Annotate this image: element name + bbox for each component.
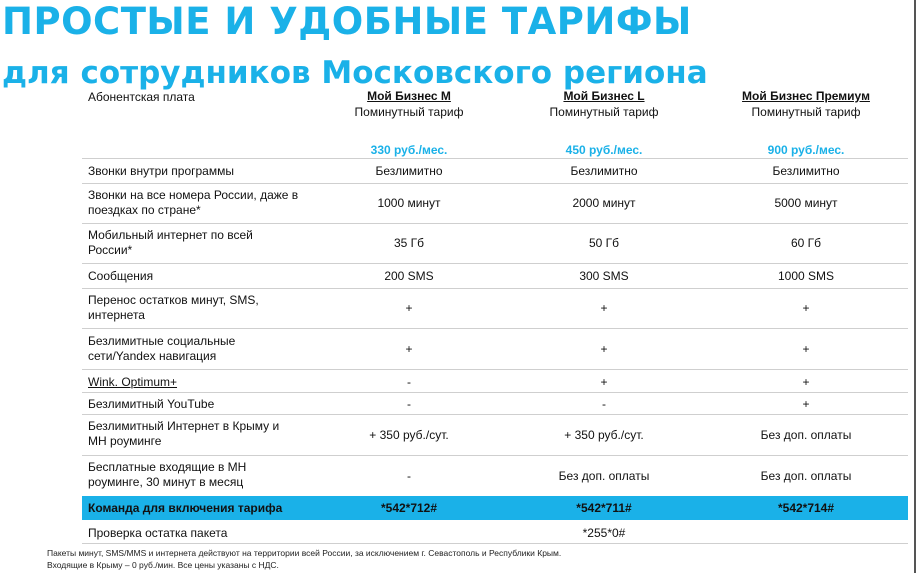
plan-header-m <box>314 88 504 158</box>
table-cell: + <box>802 342 810 356</box>
plan-header-premium <box>704 88 908 158</box>
divider <box>82 288 908 289</box>
table-cell: Безлимитно <box>375 164 443 178</box>
subscription-fee-label: Абонентская плата <box>88 90 195 104</box>
divider <box>82 455 908 456</box>
plan-header-l <box>504 88 704 158</box>
plan-name: Мой Бизнес L <box>563 89 645 103</box>
divider <box>82 223 908 224</box>
footnote: Пакеты минут, SMS/MMS и интернета действуют на территории всей России, за исключением г. Севастополь и Республики Крым. <box>47 548 562 558</box>
table-cell: Безлимитно <box>570 164 638 178</box>
row-label: Звонки на все номера России, даже в поездках по стране* <box>88 188 299 217</box>
divider <box>82 369 908 370</box>
table-cell: 35 Гб <box>393 236 425 250</box>
table-cell: Без доп. оплаты <box>558 469 650 483</box>
table-cell: 60 Гб <box>790 236 822 250</box>
command-label: Команда для включения тарифа <box>88 501 283 515</box>
plan-type: Поминутный тариф <box>549 105 659 119</box>
plan-price: 330 руб./мес. <box>370 143 448 157</box>
table-cell: 1000 минут <box>377 196 441 210</box>
table-cell: 2000 минут <box>572 196 636 210</box>
table-cell: + 350 руб./сут. <box>564 428 644 442</box>
row-label: Перенос остатков минут, SMS, интернета <box>88 293 259 322</box>
row-label: Безлимитный YouTube <box>88 397 215 411</box>
table-cell: 300 SMS <box>579 269 629 283</box>
table-cell: 200 SMS <box>384 269 434 283</box>
command-code: *542*711# <box>576 501 632 515</box>
table-cell: + <box>600 342 608 356</box>
row-label: Безлимитные социальные сети/Yandex навигация <box>88 334 236 363</box>
table-cell: + <box>802 375 810 389</box>
plan-type: Поминутный тариф <box>751 105 861 119</box>
table-cell: 5000 минут <box>774 196 838 210</box>
row-label: Мобильный интернет по всей России* <box>88 228 253 257</box>
plan-type: Поминутный тариф <box>354 105 464 119</box>
page-title: ПРОСТЫЕ И УДОБНЫЕ ТАРИФЫ <box>2 0 692 43</box>
page-subtitle: для сотрудников Московского региона <box>2 55 708 91</box>
divider <box>82 392 908 393</box>
balance-label: Проверка остатка пакета <box>88 526 228 540</box>
balance-code: *255*0# <box>582 526 626 540</box>
divider <box>82 328 908 329</box>
plan-name: Мой Бизнес Премиум <box>742 89 870 103</box>
table-cell: - <box>407 397 411 411</box>
plan-price: 450 руб./мес. <box>565 143 643 157</box>
table-cell: 50 Гб <box>588 236 620 250</box>
command-code: *542*714# <box>777 501 835 515</box>
table-cell: Без доп. оплаты <box>760 428 852 442</box>
row-label: Wink. Optimum+ <box>88 375 178 389</box>
plan-name: Мой Бизнес M <box>367 89 451 103</box>
table-cell: 1000 SMS <box>777 269 835 283</box>
row-label: Звонки внутри программы <box>88 164 234 178</box>
divider <box>82 183 908 184</box>
table-cell: + <box>600 301 608 315</box>
plan-price: 900 руб./мес. <box>767 143 845 157</box>
table-cell: + <box>405 342 413 356</box>
table-cell: - <box>407 375 411 389</box>
table-cell: + <box>802 397 810 411</box>
table-cell: Безлимитно <box>772 164 840 178</box>
divider <box>82 158 908 159</box>
row-label: Сообщения <box>88 269 154 283</box>
divider <box>82 263 908 264</box>
command-code: *542*712# <box>380 501 438 515</box>
table-cell: + <box>802 301 810 315</box>
table-cell: + 350 руб./сут. <box>369 428 449 442</box>
footnote: Входящие в Крыму – 0 руб./мин. Все цены указаны с НДС. <box>47 560 279 570</box>
row-label: Безлимитный Интернет в Крыму и МН роуминге <box>88 419 280 448</box>
table-cell: + <box>600 375 608 389</box>
table-cell: + <box>405 301 413 315</box>
table-cell: - <box>602 397 606 411</box>
divider <box>82 543 908 544</box>
divider <box>82 414 908 415</box>
row-label: Бесплатные входящие в МН роуминге, 30 минут в месяц <box>88 460 247 489</box>
table-cell: Без доп. оплаты <box>760 469 852 483</box>
table-cell: - <box>407 469 411 483</box>
